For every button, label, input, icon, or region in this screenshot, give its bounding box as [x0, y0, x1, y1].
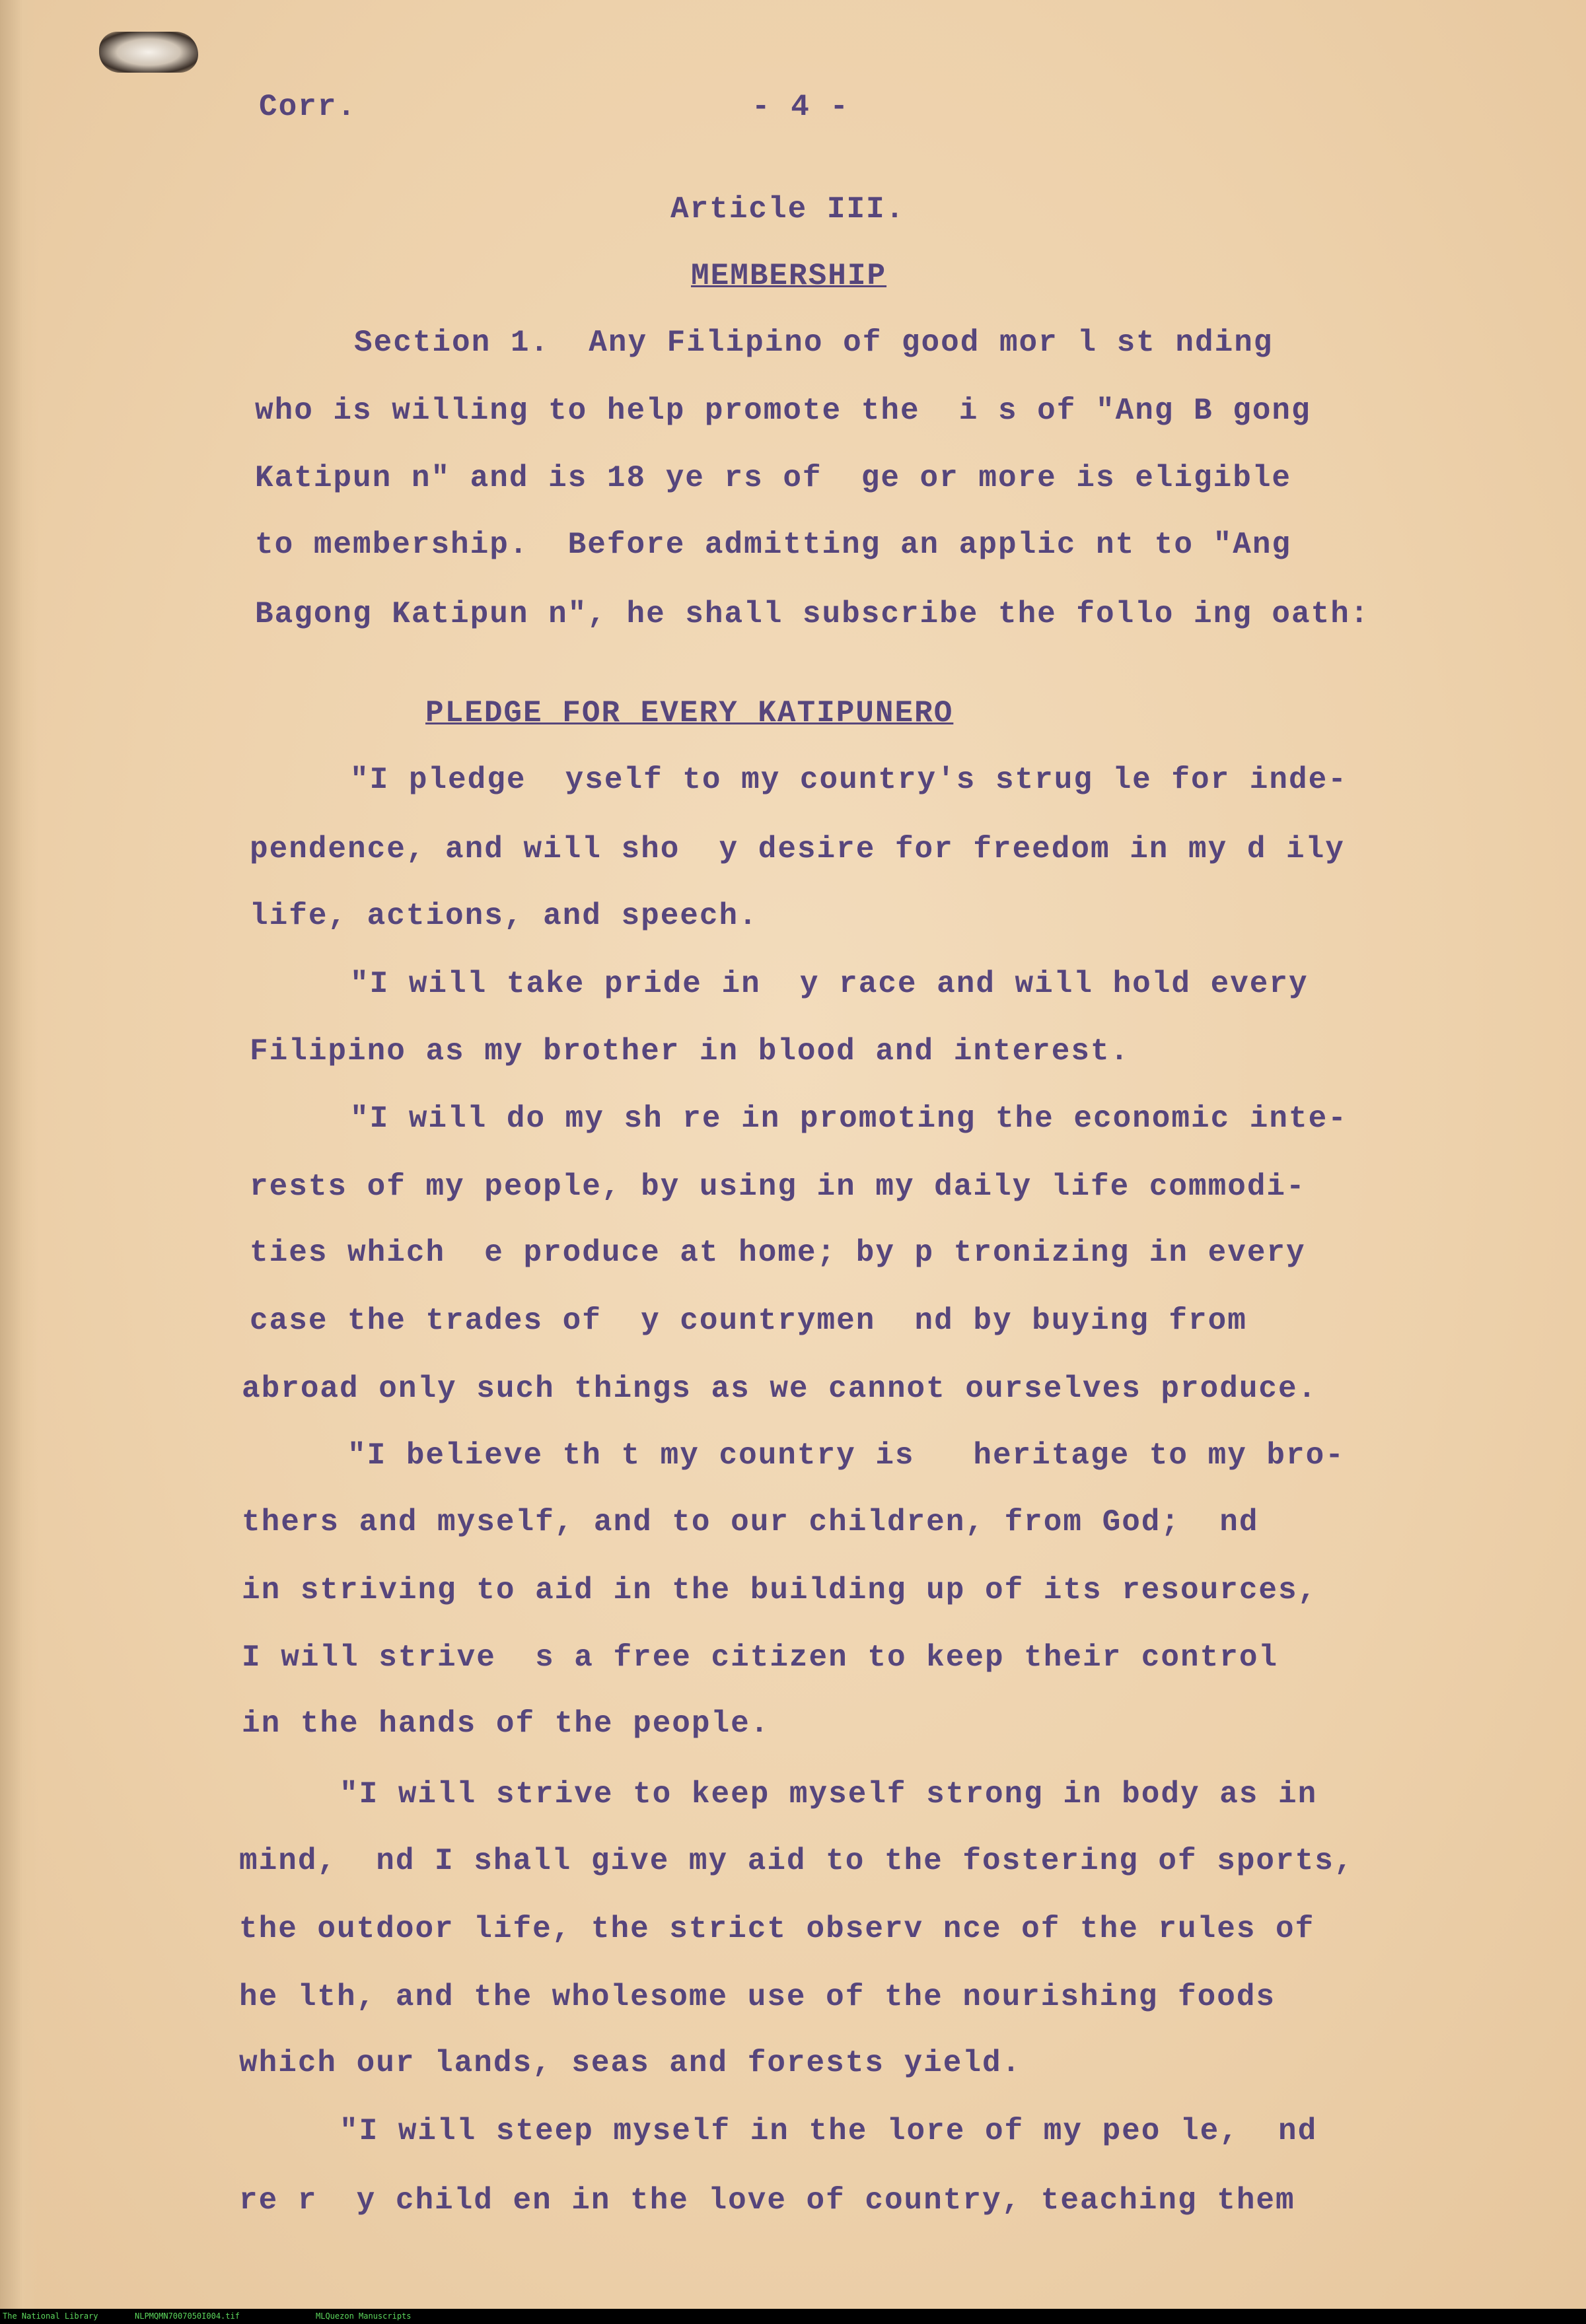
- body-line: "I will do my sh re in promoting the economic inte-: [350, 1102, 1348, 1136]
- body-line: case the trades of y countrymen nd by buying from: [250, 1304, 1247, 1338]
- header-corr: Corr.: [259, 90, 357, 124]
- body-line: in the hands of the people.: [242, 1707, 770, 1741]
- body-line: which our lands, seas and forests yield.: [239, 2046, 1022, 2080]
- body-line: ties which e produce at home; by p tronizing in every: [250, 1236, 1306, 1270]
- body-line: "I will steep myself in the lore of my peo le, nd: [340, 2114, 1318, 2148]
- body-line: mind, nd I shall give my aid to the fostering of sports,: [239, 1844, 1354, 1878]
- body-line: Bagong Katipun n", he shall subscribe the follo ing oath:: [255, 597, 1370, 631]
- footer-collection: MLQuezon Manuscripts: [316, 2311, 412, 2321]
- body-line: the outdoor life, the strict observ nce of the rules of: [239, 1912, 1315, 1946]
- body-line: "I believe th t my country is heritage to my bro-: [347, 1438, 1345, 1473]
- footer-file: NLPMQMN7007050I004.tif: [135, 2311, 240, 2321]
- body-line: "I pledge yself to my country's strug le for inde-: [350, 763, 1348, 797]
- body-line: rests of my people, by using in my daily life commodi-: [250, 1170, 1306, 1204]
- body-line: in striving to aid in the building up of its resources,: [242, 1573, 1318, 1607]
- pledge-heading: PLEDGE FOR EVERY KATIPUNERO: [425, 696, 954, 730]
- article-heading: MEMBERSHIP: [691, 259, 887, 293]
- body-line: thers and myself, and to our children, from God; nd: [242, 1505, 1259, 1539]
- body-line: abroad only such things as we cannot ourselves produce.: [242, 1372, 1318, 1406]
- body-line: who is willing to help promote the i s of "Ang B gong: [255, 394, 1311, 428]
- body-line: to membership. Before admitting an applic nt to "Ang: [255, 528, 1292, 562]
- page-edge-shadow: [0, 0, 38, 2309]
- body-line: he lth, and the wholesome use of the nourishing foods: [239, 1980, 1276, 2014]
- body-line: Section 1. Any Filipino of good mor l st nding: [354, 326, 1274, 360]
- body-line: I will strive s a free citizen to keep their control: [242, 1640, 1279, 1675]
- body-line: pendence, and will sho y desire for freedom in my d ily: [250, 832, 1345, 866]
- body-line: life, actions, and speech.: [250, 899, 758, 933]
- page-number: - 4 -: [752, 90, 850, 124]
- punch-hole: [99, 32, 198, 73]
- body-line: Filipino as my brother in blood and interest.: [250, 1034, 1130, 1069]
- scan-footer: [0, 2309, 1586, 2324]
- footer-library: The National Library: [3, 2311, 98, 2321]
- body-line: "I will strive to keep myself strong in body as in: [340, 1777, 1318, 1812]
- body-line: Katipun n" and is 18 ye rs of ge or more is eligible: [255, 461, 1292, 495]
- body-line: re r y child en in the love of country, teaching them: [239, 2183, 1295, 2218]
- article-title: Article III.: [670, 192, 906, 227]
- body-line: "I will take pride in y race and will hold every: [350, 967, 1309, 1001]
